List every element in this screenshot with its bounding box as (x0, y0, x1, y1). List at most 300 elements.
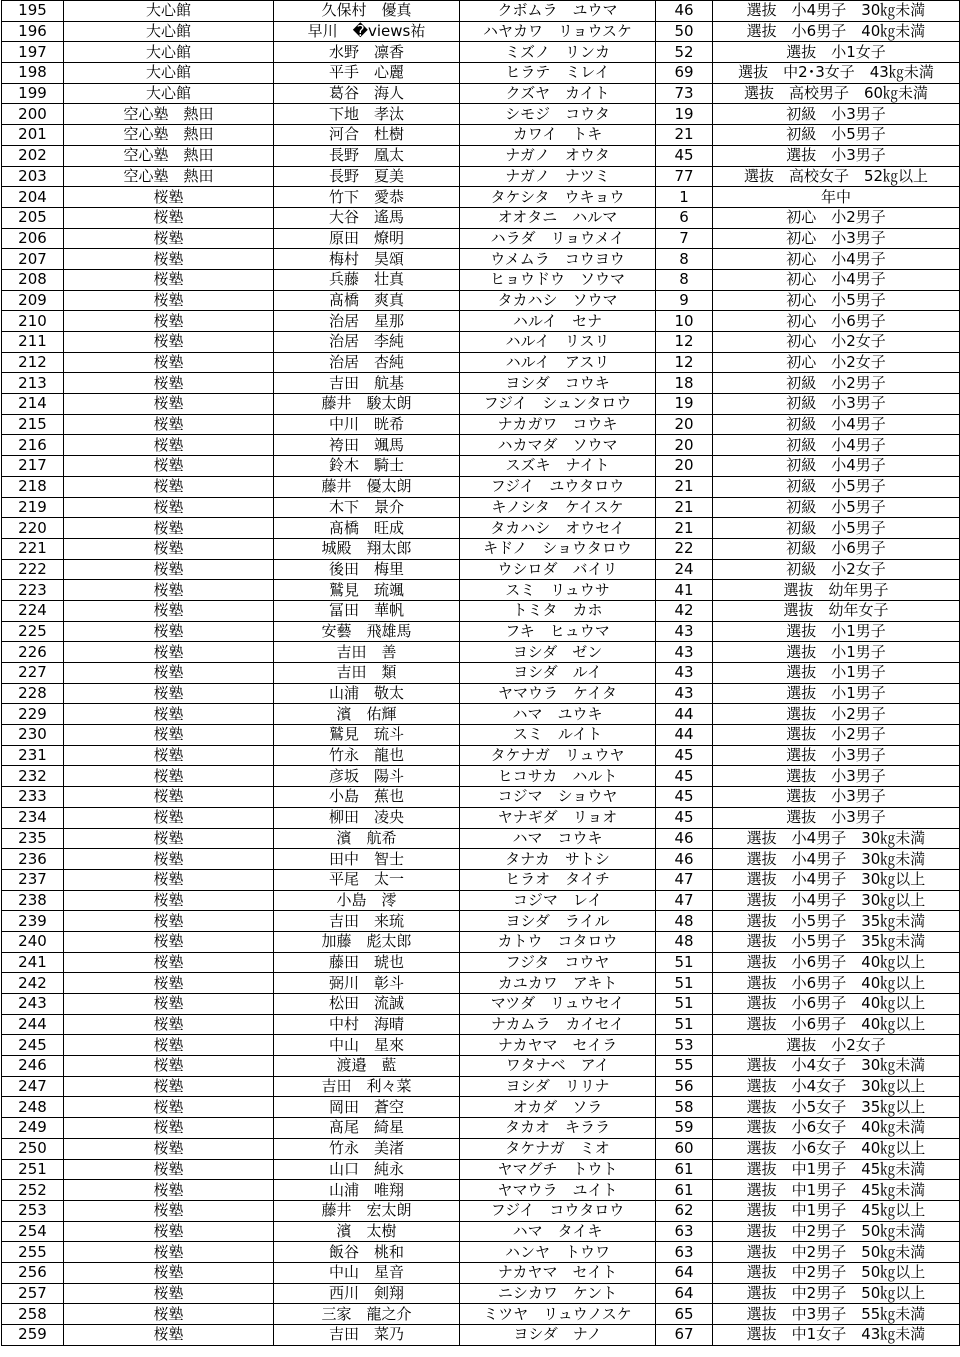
competitor-kana-cell: ハルイ セナ (460, 311, 656, 332)
table-row (2, 580, 960, 601)
bracket-number-cell: 21 (656, 497, 713, 518)
entry-number-cell: 224 (2, 600, 64, 621)
bracket-number-cell: 46 (656, 828, 713, 849)
table-row (2, 414, 960, 435)
competitor-name-cell: 田中 智士 (274, 849, 460, 870)
bracket-number-cell: 53 (656, 1035, 713, 1056)
competitor-name-cell: 竹下 愛恭 (274, 187, 460, 208)
bracket-number-cell: 61 (656, 1180, 713, 1201)
table-row (2, 1180, 960, 1201)
entry-number-cell: 239 (2, 911, 64, 932)
entry-number-cell: 227 (2, 663, 64, 684)
bracket-number-cell: 63 (656, 1242, 713, 1263)
dojo-name-cell: 桜塾 (64, 704, 274, 725)
competitor-name-cell: 小島 澪 (274, 890, 460, 911)
table-row (2, 600, 960, 621)
bracket-number-cell: 10 (656, 311, 713, 332)
division-cell: 選抜 高校男子 60㎏未満 (713, 83, 960, 104)
dojo-name-cell: 桜塾 (64, 1242, 274, 1263)
table-row (2, 21, 960, 42)
competitor-name-cell: 治居 星那 (274, 311, 460, 332)
division-cell: 初級 小3男子 (713, 394, 960, 415)
competitor-name-cell: 袴田 颯馬 (274, 435, 460, 456)
competitor-kana-cell: ニシカワ ケント (460, 1283, 656, 1304)
bracket-number-cell: 41 (656, 580, 713, 601)
bracket-number-cell: 65 (656, 1304, 713, 1325)
entry-number-cell: 219 (2, 497, 64, 518)
entry-number-cell: 241 (2, 952, 64, 973)
table-row (2, 1262, 960, 1283)
competitor-name-cell: 髙橋 爽真 (274, 290, 460, 311)
division-cell: 選抜 小6男子 40㎏未満 (713, 21, 960, 42)
division-cell: 初級 小4男子 (713, 456, 960, 477)
division-cell: 選抜 小3男子 (713, 745, 960, 766)
dojo-name-cell: 桜塾 (64, 1304, 274, 1325)
entry-number-cell: 213 (2, 373, 64, 394)
division-cell: 選抜 小1女子 (713, 42, 960, 63)
division-cell: 選抜 中1女子 43㎏未満 (713, 1325, 960, 1346)
competitor-name-cell: 吉田 利々菜 (274, 1076, 460, 1097)
competitor-name-cell: 藤田 琥也 (274, 952, 460, 973)
division-cell: 選抜 中1男子 45㎏未満 (713, 1180, 960, 1201)
competitor-name-cell: 原田 燎明 (274, 228, 460, 249)
dojo-name-cell: 桜塾 (64, 1262, 274, 1283)
bracket-number-cell: 44 (656, 704, 713, 725)
entry-number-cell: 214 (2, 394, 64, 415)
bracket-number-cell: 47 (656, 890, 713, 911)
bracket-number-cell: 20 (656, 414, 713, 435)
bracket-number-cell: 42 (656, 600, 713, 621)
table-row (2, 145, 960, 166)
bracket-number-cell: 8 (656, 269, 713, 290)
competitor-kana-cell: ハラダ リョウメイ (460, 228, 656, 249)
competitor-name-cell: 飯谷 桃和 (274, 1242, 460, 1263)
entry-table-body (2, 1, 960, 1346)
division-cell: 選抜 小1男子 (713, 642, 960, 663)
entry-number-cell: 253 (2, 1200, 64, 1221)
competitor-name-cell: 平尾 太一 (274, 869, 460, 890)
entry-number-cell: 203 (2, 166, 64, 187)
bracket-number-cell: 44 (656, 725, 713, 746)
bracket-number-cell: 51 (656, 994, 713, 1015)
bracket-number-cell: 9 (656, 290, 713, 311)
competitor-kana-cell: タケナガ ミオ (460, 1138, 656, 1159)
bracket-number-cell: 19 (656, 104, 713, 125)
bracket-number-cell: 7 (656, 228, 713, 249)
entry-number-cell: 245 (2, 1035, 64, 1056)
bracket-number-cell: 6 (656, 207, 713, 228)
entry-number-cell: 249 (2, 1118, 64, 1139)
competitor-name-cell: 山浦 唯翔 (274, 1180, 460, 1201)
division-cell: 初心 小4男子 (713, 249, 960, 270)
dojo-name-cell: 桜塾 (64, 352, 274, 373)
competitor-name-cell: 竹永 美渚 (274, 1138, 460, 1159)
division-cell: 選抜 小5男子 35㎏未満 (713, 931, 960, 952)
division-cell: 初心 小2女子 (713, 332, 960, 353)
bracket-number-cell: 50 (656, 21, 713, 42)
competitor-kana-cell: ワタナベ アイ (460, 1056, 656, 1077)
division-cell: 初級 小6男子 (713, 538, 960, 559)
division-cell: 初級 小2男子 (713, 373, 960, 394)
dojo-name-cell: 桜塾 (64, 414, 274, 435)
division-cell: 初心 小2女子 (713, 352, 960, 373)
bracket-number-cell: 58 (656, 1097, 713, 1118)
competitor-name-cell: 長野 夏美 (274, 166, 460, 187)
entry-number-cell: 196 (2, 21, 64, 42)
dojo-name-cell: 桜塾 (64, 311, 274, 332)
competitor-name-cell: 梅村 昊頌 (274, 249, 460, 270)
competitor-kana-cell: カワイ トキ (460, 125, 656, 146)
bracket-number-cell: 45 (656, 807, 713, 828)
dojo-name-cell: 桜塾 (64, 787, 274, 808)
competitor-kana-cell: シモジ コウタ (460, 104, 656, 125)
competitor-kana-cell: ウシロダ バイリ (460, 559, 656, 580)
competitor-kana-cell: カトウ コタロウ (460, 931, 656, 952)
entry-number-cell: 223 (2, 580, 64, 601)
division-cell: 選抜 小6女子 40㎏未満 (713, 1118, 960, 1139)
competitor-name-cell: 濱 佑輝 (274, 704, 460, 725)
table-row (2, 1325, 960, 1346)
competitor-kana-cell: スミ ルイト (460, 725, 656, 746)
competitor-kana-cell: コジマ レイ (460, 890, 656, 911)
table-row (2, 787, 960, 808)
division-cell: 初級 小5男子 (713, 476, 960, 497)
competitor-kana-cell: ハマ タイキ (460, 1221, 656, 1242)
competitor-kana-cell: マツダ リュウセイ (460, 994, 656, 1015)
competitor-name-cell: 城殿 翔太郎 (274, 538, 460, 559)
competitor-kana-cell: ナカヤマ セイラ (460, 1035, 656, 1056)
division-cell: 選抜 小3男子 (713, 787, 960, 808)
bracket-number-cell: 48 (656, 911, 713, 932)
competitor-name-cell: 安藝 飛雄馬 (274, 621, 460, 642)
competitor-name-cell: 吉田 菜乃 (274, 1325, 460, 1346)
competitor-name-cell: 鈴木 騎士 (274, 456, 460, 477)
division-cell: 選抜 小4男子 30㎏未満 (713, 849, 960, 870)
competitor-kana-cell: タカハシ ソウマ (460, 290, 656, 311)
table-row (2, 642, 960, 663)
bracket-number-cell: 73 (656, 83, 713, 104)
dojo-name-cell: 大心館 (64, 21, 274, 42)
competitor-name-cell: 山口 純永 (274, 1159, 460, 1180)
competitor-name-cell: 中川 晄希 (274, 414, 460, 435)
division-cell: 選抜 小2男子 (713, 725, 960, 746)
competitor-kana-cell: スミ リュウサ (460, 580, 656, 601)
competitor-name-cell: 治居 杏純 (274, 352, 460, 373)
competitor-kana-cell: ヤマウラ ユイト (460, 1180, 656, 1201)
competitor-kana-cell: ハンヤ トウワ (460, 1242, 656, 1263)
table-row (2, 1035, 960, 1056)
dojo-name-cell: 桜塾 (64, 642, 274, 663)
table-row (2, 435, 960, 456)
entry-number-cell: 211 (2, 332, 64, 353)
bracket-number-cell: 77 (656, 166, 713, 187)
bracket-number-cell: 62 (656, 1200, 713, 1221)
division-cell: 初級 小2女子 (713, 559, 960, 580)
dojo-name-cell: 桜塾 (64, 766, 274, 787)
competitor-kana-cell: タカオ キララ (460, 1118, 656, 1139)
division-cell: 選抜 小4男子 30㎏未満 (713, 828, 960, 849)
entry-number-cell: 254 (2, 1221, 64, 1242)
dojo-name-cell: 空心塾 熱田 (64, 104, 274, 125)
division-cell: 選抜 小1男子 (713, 663, 960, 684)
table-row (2, 1056, 960, 1077)
table-row (2, 373, 960, 394)
competitor-kana-cell: ハルイ アスリ (460, 352, 656, 373)
bracket-number-cell: 63 (656, 1221, 713, 1242)
entry-number-cell: 215 (2, 414, 64, 435)
competitor-kana-cell: フジタ コウヤ (460, 952, 656, 973)
competitor-name-cell: 葛谷 海人 (274, 83, 460, 104)
division-cell: 選抜 中1男子 45㎏以上 (713, 1200, 960, 1221)
competitor-kana-cell: タケシタ ウキョウ (460, 187, 656, 208)
division-cell: 選抜 小4女子 30㎏未満 (713, 1056, 960, 1077)
entry-number-cell: 251 (2, 1159, 64, 1180)
bracket-number-cell: 45 (656, 766, 713, 787)
bracket-number-cell: 59 (656, 1118, 713, 1139)
table-row (2, 1242, 960, 1263)
competitor-name-cell: 小島 蕉也 (274, 787, 460, 808)
entry-number-cell: 222 (2, 559, 64, 580)
table-row (2, 807, 960, 828)
competitor-kana-cell: クボムラ ユウマ (460, 1, 656, 22)
division-cell: 年中 (713, 187, 960, 208)
entry-number-cell: 255 (2, 1242, 64, 1263)
bracket-number-cell: 67 (656, 1325, 713, 1346)
entry-number-cell: 216 (2, 435, 64, 456)
entry-number-cell: 235 (2, 828, 64, 849)
table-row (2, 311, 960, 332)
table-row (2, 332, 960, 353)
table-row (2, 352, 960, 373)
dojo-name-cell: 桜塾 (64, 394, 274, 415)
competitor-name-cell: 藤井 駿太朗 (274, 394, 460, 415)
competitor-kana-cell: ナカヤマ セイト (460, 1262, 656, 1283)
bracket-number-cell: 52 (656, 42, 713, 63)
table-row (2, 394, 960, 415)
competitor-kana-cell: フジイ シュンタロウ (460, 394, 656, 415)
competitor-name-cell: 藤井 宏太朗 (274, 1200, 460, 1221)
competitor-name-cell: 吉田 航基 (274, 373, 460, 394)
dojo-name-cell: 桜塾 (64, 911, 274, 932)
competitor-kana-cell: ウメムラ コウヨウ (460, 249, 656, 270)
entry-number-cell: 220 (2, 518, 64, 539)
dojo-name-cell: 空心塾 熱田 (64, 145, 274, 166)
dojo-name-cell: 桜塾 (64, 1200, 274, 1221)
competitor-name-cell: 治居 李純 (274, 332, 460, 353)
competitor-kana-cell: ヒコサカ ハルト (460, 766, 656, 787)
dojo-name-cell: 桜塾 (64, 1180, 274, 1201)
competitor-name-cell: 中山 星音 (274, 1262, 460, 1283)
bracket-number-cell: 20 (656, 435, 713, 456)
division-cell: 選抜 中1男子 45㎏未満 (713, 1159, 960, 1180)
competitor-kana-cell: タカハシ オウセイ (460, 518, 656, 539)
competitor-name-cell: 竹永 龍也 (274, 745, 460, 766)
dojo-name-cell: 桜塾 (64, 1159, 274, 1180)
entry-table (1, 0, 960, 1346)
dojo-name-cell: 大心館 (64, 83, 274, 104)
competitor-kana-cell: フキ ヒュウマ (460, 621, 656, 642)
bracket-number-cell: 60 (656, 1138, 713, 1159)
table-row (2, 63, 960, 84)
table-row (2, 994, 960, 1015)
dojo-name-cell: 空心塾 熱田 (64, 125, 274, 146)
bracket-number-cell: 47 (656, 869, 713, 890)
competitor-name-cell: 渡邉 藍 (274, 1056, 460, 1077)
competitor-name-cell: 中村 海晴 (274, 1014, 460, 1035)
dojo-name-cell: 桜塾 (64, 952, 274, 973)
division-cell: 選抜 小4男子 30㎏以上 (713, 869, 960, 890)
competitor-kana-cell: ナカガワ コウキ (460, 414, 656, 435)
table-row (2, 1, 960, 22)
table-row (2, 104, 960, 125)
division-cell: 選抜 小1男子 (713, 621, 960, 642)
entry-number-cell: 259 (2, 1325, 64, 1346)
competitor-name-cell: 吉田 類 (274, 663, 460, 684)
entry-number-cell: 232 (2, 766, 64, 787)
entry-number-cell: 229 (2, 704, 64, 725)
entry-number-cell: 207 (2, 249, 64, 270)
entry-number-cell: 218 (2, 476, 64, 497)
dojo-name-cell: 空心塾 熱田 (64, 166, 274, 187)
entry-number-cell: 234 (2, 807, 64, 828)
table-row (2, 518, 960, 539)
dojo-name-cell: 桜塾 (64, 580, 274, 601)
entry-number-cell: 221 (2, 538, 64, 559)
entry-number-cell: 233 (2, 787, 64, 808)
entry-number-cell: 208 (2, 269, 64, 290)
bracket-number-cell: 51 (656, 952, 713, 973)
dojo-name-cell: 桜塾 (64, 518, 274, 539)
table-row (2, 621, 960, 642)
competitor-name-cell: 河合 杜樹 (274, 125, 460, 146)
entry-number-cell: 202 (2, 145, 64, 166)
dojo-name-cell: 桜塾 (64, 1118, 274, 1139)
dojo-name-cell: 桜塾 (64, 869, 274, 890)
table-row (2, 538, 960, 559)
division-cell: 選抜 小6女子 40㎏以上 (713, 1138, 960, 1159)
competitor-kana-cell: ヨシダ リリナ (460, 1076, 656, 1097)
entry-number-cell: 250 (2, 1138, 64, 1159)
division-cell: 選抜 中2男子 50㎏以上 (713, 1283, 960, 1304)
competitor-kana-cell: オカダ ソラ (460, 1097, 656, 1118)
table-row (2, 1304, 960, 1325)
table-row (2, 187, 960, 208)
division-cell: 初心 小5男子 (713, 290, 960, 311)
bracket-number-cell: 45 (656, 745, 713, 766)
bracket-number-cell: 21 (656, 518, 713, 539)
competitor-kana-cell: トミタ カホ (460, 600, 656, 621)
bracket-number-cell: 20 (656, 456, 713, 477)
bracket-number-cell: 46 (656, 849, 713, 870)
competitor-kana-cell: クズヤ カイト (460, 83, 656, 104)
dojo-name-cell: 桜塾 (64, 559, 274, 580)
competitor-kana-cell: ヨシダ コウキ (460, 373, 656, 394)
dojo-name-cell: 桜塾 (64, 1283, 274, 1304)
dojo-name-cell: 桜塾 (64, 435, 274, 456)
dojo-name-cell: 桜塾 (64, 890, 274, 911)
dojo-name-cell: 桜塾 (64, 807, 274, 828)
entry-number-cell: 252 (2, 1180, 64, 1201)
entry-number-cell: 212 (2, 352, 64, 373)
table-row (2, 973, 960, 994)
division-cell: 選抜 小6男子 40㎏以上 (713, 952, 960, 973)
table-row (2, 83, 960, 104)
bracket-number-cell: 48 (656, 931, 713, 952)
entry-number-cell: 238 (2, 890, 64, 911)
table-row (2, 1159, 960, 1180)
bracket-number-cell: 51 (656, 1014, 713, 1035)
table-row (2, 125, 960, 146)
dojo-name-cell: 桜塾 (64, 828, 274, 849)
dojo-name-cell: 大心館 (64, 63, 274, 84)
entry-number-cell: 204 (2, 187, 64, 208)
competitor-kana-cell: ミズノ リンカ (460, 42, 656, 63)
entry-number-cell: 246 (2, 1056, 64, 1077)
bracket-number-cell: 43 (656, 642, 713, 663)
competitor-name-cell: 髙尾 綺星 (274, 1118, 460, 1139)
competitor-name-cell: 平手 心麗 (274, 63, 460, 84)
competitor-kana-cell: ハヤカワ リョウスケ (460, 21, 656, 42)
table-row (2, 1097, 960, 1118)
table-row (2, 725, 960, 746)
table-row (2, 1221, 960, 1242)
bracket-number-cell: 43 (656, 683, 713, 704)
division-cell: 選抜 小5男子 35㎏未満 (713, 911, 960, 932)
competitor-kana-cell: ヨシダ ライル (460, 911, 656, 932)
dojo-name-cell: 桜塾 (64, 538, 274, 559)
division-cell: 初心 小4男子 (713, 269, 960, 290)
table-row (2, 952, 960, 973)
table-row (2, 704, 960, 725)
table-row (2, 456, 960, 477)
division-cell: 初級 小5男子 (713, 497, 960, 518)
division-cell: 選抜 中3男子 55㎏未満 (713, 1304, 960, 1325)
competitor-name-cell: 冨田 華帆 (274, 600, 460, 621)
division-cell: 選抜 小5女子 35㎏以上 (713, 1097, 960, 1118)
competitor-name-cell: 弼川 彰斗 (274, 973, 460, 994)
division-cell: 選抜 小6男子 40㎏以上 (713, 973, 960, 994)
entry-number-cell: 237 (2, 869, 64, 890)
dojo-name-cell: 桜塾 (64, 621, 274, 642)
entry-number-cell: 225 (2, 621, 64, 642)
dojo-name-cell: 桜塾 (64, 497, 274, 518)
division-cell: 選抜 中2男子 50㎏未満 (713, 1221, 960, 1242)
division-cell: 選抜 高校女子 52㎏以上 (713, 166, 960, 187)
entry-number-cell: 242 (2, 973, 64, 994)
table-row (2, 683, 960, 704)
division-cell: 初級 小5男子 (713, 518, 960, 539)
entry-number-cell: 209 (2, 290, 64, 311)
competitor-name-cell: 水野 凛香 (274, 42, 460, 63)
competitor-kana-cell: ヤナギダ リョオ (460, 807, 656, 828)
table-row (2, 476, 960, 497)
division-cell: 初級 小4男子 (713, 435, 960, 456)
bracket-number-cell: 43 (656, 663, 713, 684)
table-row (2, 890, 960, 911)
competitor-name-cell: 鷲見 琉斗 (274, 725, 460, 746)
competitor-name-cell: 濱 航希 (274, 828, 460, 849)
entry-number-cell: 198 (2, 63, 64, 84)
entry-number-cell: 247 (2, 1076, 64, 1097)
division-cell: 選抜 小3男子 (713, 807, 960, 828)
entry-number-cell: 200 (2, 104, 64, 125)
entry-number-cell: 228 (2, 683, 64, 704)
bracket-number-cell: 61 (656, 1159, 713, 1180)
competitor-name-cell: 鷲見 琉颯 (274, 580, 460, 601)
table-row (2, 828, 960, 849)
bracket-number-cell: 45 (656, 787, 713, 808)
competitor-kana-cell: ナカムラ カイセイ (460, 1014, 656, 1035)
